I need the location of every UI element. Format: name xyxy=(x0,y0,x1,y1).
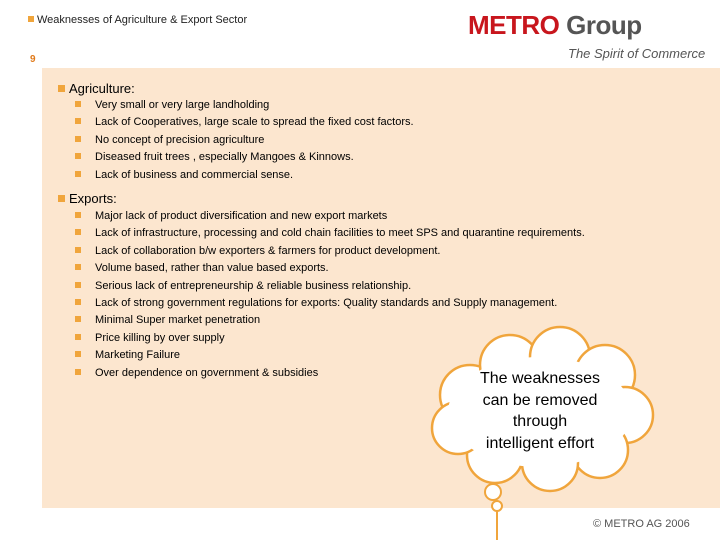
list-item: Volume based, rather than value based exports. xyxy=(75,260,585,277)
list-item: Over dependence on government & subsidies xyxy=(75,365,585,382)
page-number: 9 xyxy=(30,54,36,65)
list-item: Lack of Cooperatives, large scale to spread the fixed cost factors. xyxy=(75,114,414,131)
slide-title: Weaknesses of Agriculture & Export Sector xyxy=(28,14,247,26)
list-item: Price killing by over supply xyxy=(75,330,585,347)
list-item: Lack of collaboration b/w exporters & farmers for product development. xyxy=(75,243,585,260)
copyright-footer: © METRO AG 2006 xyxy=(593,518,690,530)
callout-text: The weaknesses can be removed through intelligent effort xyxy=(479,370,601,452)
list-item: Marketing Failure xyxy=(75,347,585,364)
agriculture-heading: Agriculture: xyxy=(58,81,135,96)
list-item: Minimal Super market penetration xyxy=(75,312,585,329)
list-item: Major lack of product diversification and new export markets xyxy=(75,208,585,225)
exports-heading: Exports: xyxy=(58,191,117,206)
list-item: Diseased fruit trees , especially Mangoes & Kinnows. xyxy=(75,149,414,166)
logo-tagline: The Spirit of Commerce xyxy=(568,46,706,61)
list-item: Lack of infrastructure, processing and cold chain facilities to meet SPS and quarantine requirements. xyxy=(75,225,585,242)
list-item: No concept of precision agriculture xyxy=(75,132,414,149)
logo-group-text: Group xyxy=(559,10,642,40)
list-item: Serious lack of entrepreneurship & reliable business relationship. xyxy=(75,278,585,295)
logo-metro-text: METRO xyxy=(468,10,560,40)
list-item: Lack of business and commercial sense. xyxy=(75,167,414,184)
thought-bubble-icon xyxy=(485,484,502,511)
list-item: Lack of strong government regulations for exports: Quality standards and Supply management. xyxy=(75,295,585,312)
list-item: Very small or very large landholding xyxy=(75,97,414,114)
